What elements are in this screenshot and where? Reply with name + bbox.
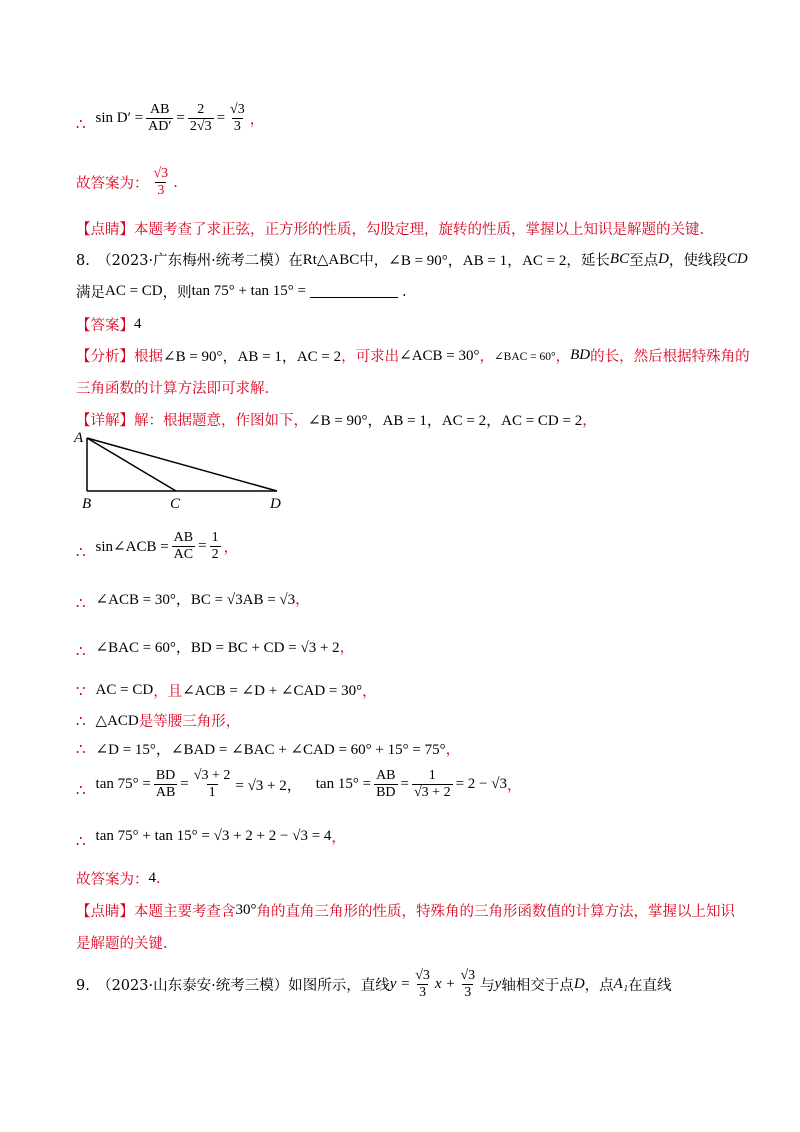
step-sum: ∴ tan 75° + tan 15° = √3 + 2 + 2 − √3 = 4 ， — [76, 827, 346, 850]
q8-dianjing-line1: 【点睛】本题主要考查含 30° 角的直角三角形的性质，特殊角的三角形函数值的计算方法，掌握以上知识 — [76, 902, 735, 920]
fraction: $\frac{AB}{AD'}$ — [148, 102, 172, 134]
prev-answer: 故答案为： $\frac{√3}{3}$ . — [76, 166, 178, 198]
prev-sin-equation: ∴ sin D′ = $\frac{AB}{AD'}$ = $\frac{2}{2√3}$ = $\frac{√3}{3}$ ， — [76, 102, 265, 134]
triangle-figure — [70, 430, 310, 510]
label-d: D — [270, 496, 281, 510]
step-because: ∵ AC = CD ，且 ∠ACB = ∠D + ∠CAD = 30° ， — [76, 681, 377, 700]
step-angle-d: ∴ ∠D = 15°，∠BAD = ∠BAC + ∠CAD = 60° + 15° = 75° ， — [76, 739, 461, 758]
segment-ad — [87, 438, 277, 491]
step-acb-30: ∴ ∠ACB = 30°，BC = √3AB = √3 ， — [76, 591, 310, 612]
equation-lhs: sin D′ = — [95, 110, 144, 126]
q8-xiangjie: 【详解】解：根据题意，作图如下， ∠B = 90°，AB = 1，AC = 2，AC = CD = 2 ， — [76, 413, 597, 429]
therefore-symbol: ∴ — [76, 114, 86, 133]
q8-fenxi-line2: 三角函数的计算方法即可求解. — [76, 381, 270, 397]
q8-dianjing-line2: 是解题的关键. — [76, 936, 168, 952]
q8-answer2: 故答案为： 4 . — [76, 870, 161, 888]
fraction: $\frac{2}{2√3}$ — [189, 102, 212, 134]
answer-label: 故答案为： — [76, 176, 149, 192]
q9-stem: 9. （2023·山东泰安·统考三模）如图所示，直线 y = $\frac{√3}{3}$ x + $\frac{√3}{3}$ 与 y 轴相交于点 D ，点 A₁ 在直线 — [76, 968, 672, 1000]
step-tan-values: ∴ tan 75° = $\frac{BD}{AB}$ = $\frac{√3 + 2}{1}$ = √3 + 2， tan 15° = $\frac{AB}{BD}$ = $\frac{1}{√3 + 2}$ = 2 − √3 ， — [76, 768, 522, 800]
answer-value: 4 — [134, 316, 142, 332]
q8-answer: 【答案】 4 — [76, 316, 142, 334]
label-a: A — [74, 430, 84, 446]
step-isosceles: ∴ △ACD 是等腰三角形， — [76, 711, 241, 730]
q8-fenxi-line1: 【分析】根据 ∠B = 90°，AB = 1，AC = 2 ，可求出 ∠ACB = 30° ， ∠BAC = 60° ， BD 的长，然后根据特殊角的 — [76, 347, 750, 365]
answer-fraction: $\frac{√3}{3}$ — [153, 166, 169, 198]
step-bd: ∴ ∠BAC = 60°，BD = BC + CD = √3 + 2 ， — [76, 639, 355, 660]
fraction: $\frac{√3}{3}$ — [230, 102, 245, 134]
step-sin-acb: ∴ sin∠ACB = $\frac{AB}{AC}$ = $\frac{1}{2}$ ， — [76, 530, 239, 562]
label-b: B — [82, 496, 92, 510]
label-c: C — [170, 496, 181, 510]
answer-blank — [310, 285, 398, 298]
segment-ac — [87, 438, 176, 491]
prev-dianjing: 【点睛】本题考查了求正弦，正方形的性质，勾股定理，旋转的性质，掌握以上知识是解题的关键. — [76, 222, 705, 238]
q8-stem-line1: 8. （2023·广东梅州·统考二模）在 Rt△ABC 中， ∠B = 90°，AB = 1，AC = 2 ，延长 BC 至点 D ，使线段 CD — [76, 251, 748, 269]
q8-stem-line2: 满足 AC = CD ，则 tan 75° + tan 15° = . — [76, 283, 407, 301]
